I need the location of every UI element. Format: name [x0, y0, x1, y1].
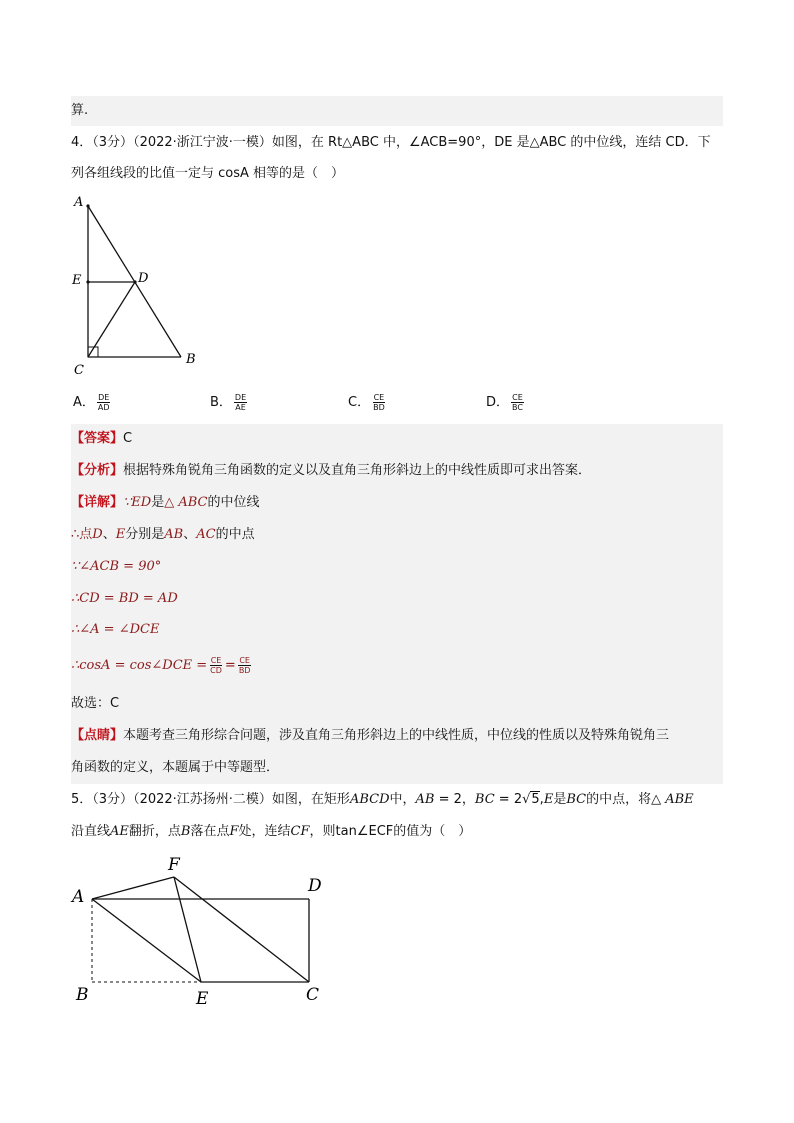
q4-detail-line6: [71, 651, 723, 681]
q4-choose-line: [71, 689, 723, 719]
q4-detail-2i: 的中点: [215, 527, 255, 542]
q4-option-c-den: BD: [373, 403, 385, 412]
q5-l2k: 的值为（ ）: [393, 824, 472, 839]
q4-option-b-den: AE: [235, 403, 246, 412]
previous-solution-fragment: [71, 96, 723, 126]
q4-stem-text2: 列各组线段的比值一定与 cosA 相等的是（ ）: [71, 166, 345, 181]
q4-option-d[interactable]: [486, 388, 526, 418]
q5-l1g: = 2: [494, 792, 523, 807]
q5-l2c: 翻折，点: [128, 824, 181, 839]
q4-choose-value: C: [110, 696, 120, 711]
q5-stem-line1: [71, 785, 723, 815]
q4-detail-6-frac2: [238, 656, 252, 675]
q4-option-b-fraction: [234, 393, 247, 412]
q5-l1d: AB: [415, 792, 435, 807]
q5-l2f: F: [229, 824, 239, 839]
q4-detail-2d: E: [115, 527, 126, 542]
q4-label-C: C: [74, 363, 84, 378]
q5-sqrt-radicand: 5: [531, 792, 540, 807]
q4-answer-tag: 【答案】: [71, 431, 124, 446]
q4-detail-2e: 分别是: [125, 527, 165, 542]
q4-detail-5: ∴∠A = ∠DCE: [71, 622, 160, 637]
q4-label-B: B: [186, 352, 196, 367]
q5-label-F: F: [168, 855, 180, 875]
q5-label-C: C: [306, 985, 320, 1005]
q5-l2d: B: [180, 824, 191, 839]
q4-detail-2a: ∴点: [71, 527, 93, 542]
q4-option-c-fraction: [372, 393, 386, 412]
q4-detail-1a: ∵ED: [123, 495, 152, 510]
q5-rectangle-figure: [66, 850, 346, 1010]
q4-comment-text2: 角函数的定义，本题属于中等题型．: [71, 760, 280, 775]
q4-option-a-num: DE: [98, 393, 110, 402]
q4-detail-line2: [71, 520, 723, 550]
q5-l1n: △ ABE: [651, 792, 694, 807]
q5-stem-line2: [71, 817, 723, 847]
q5-number: 5．: [71, 792, 93, 807]
q4-option-b-key: B．: [210, 395, 232, 410]
fragment-text: 算.: [71, 103, 89, 118]
q5-l1f: BC: [474, 792, 495, 807]
q4-option-a-key: A．: [73, 395, 95, 410]
q4-comment-text1: 本题考查三角形综合问题，涉及直角三角形斜边上的中线性质，中位线的性质以及特殊角锐角三: [123, 728, 670, 743]
q4-option-a[interactable]: [73, 388, 113, 418]
q5-l1i: ,: [539, 792, 544, 807]
q5-label-B: B: [76, 985, 89, 1005]
q5-label-D: D: [308, 876, 322, 896]
q4-answer-value: C: [123, 431, 133, 446]
q4-score: （3分）: [92, 135, 134, 150]
q4-detail-2b: D: [92, 527, 103, 542]
q5-l1a: 如图，在矩形: [271, 792, 350, 807]
q5-l2h: CF: [290, 824, 310, 839]
q5-l1m: 的中点，将: [586, 792, 652, 807]
q4-analysis-line: [71, 456, 723, 486]
q4-option-b-num: DE: [234, 393, 247, 402]
q4-detail-6a: ∴cosA = cos∠DCE =: [71, 658, 208, 673]
q4-option-d-key: D．: [486, 395, 510, 410]
q4-option-c[interactable]: [348, 388, 388, 418]
q4-detail-line1: [71, 488, 723, 518]
q5-l1l: BC: [566, 792, 587, 807]
q4-detail-4: ∴CD = BD = AD: [71, 591, 178, 606]
q4-detail-6-frac2-den: BD: [238, 666, 251, 675]
q4-detail-2h: AC: [196, 527, 216, 542]
q5-l2g: 处，连结: [238, 824, 291, 839]
q4-detail-6-frac1: [209, 656, 223, 675]
q4-comment-line1: [71, 721, 723, 751]
q4-number: 4．: [71, 135, 93, 150]
q4-analysis-tag: 【分析】: [71, 463, 124, 478]
q5-l1k: 是: [553, 792, 567, 807]
q5-label-A: A: [72, 887, 85, 907]
q4-detail-1d: 的中位线: [207, 495, 260, 510]
q5-l1j: E: [543, 792, 554, 807]
q4-label-A: A: [74, 195, 84, 210]
q4-detail-1b: 是: [151, 495, 165, 510]
q4-stem-line1: [71, 128, 723, 158]
q4-option-a-den: AD: [97, 403, 110, 412]
q4-detail-6-frac1-num: CE: [210, 656, 222, 665]
q4-option-d-den: BC: [512, 403, 523, 412]
q4-detail-line3: [71, 552, 723, 582]
q4-label-E: E: [72, 273, 82, 288]
q4-triangle-figure: [66, 190, 206, 380]
q4-detail-6-eq: =: [224, 658, 236, 673]
q4-detail-2c: 、: [102, 527, 116, 542]
q4-choose-prefix: 故选：: [71, 696, 111, 711]
q5-source: （2022·江苏扬州·二模）: [133, 792, 272, 807]
q4-detail-line4: [71, 584, 723, 614]
q4-detail-6-frac1-den: CD: [210, 666, 222, 675]
q4-detail-1c: △ ABC: [164, 495, 208, 510]
q4-analysis-text: 根据特殊角锐角三角函数的定义以及直角三角形斜边上的中线性质即可求出答案．: [123, 463, 592, 478]
q4-option-a-fraction: [97, 393, 111, 412]
q4-answer-line: [71, 424, 723, 454]
q5-score: （3分）: [92, 792, 134, 807]
q5-label-E: E: [196, 989, 209, 1009]
q4-option-d-fraction: [511, 393, 524, 412]
q4-detail-tag: 【详解】: [71, 495, 124, 510]
q4-source: （2022·浙江宁波·一模）: [133, 135, 272, 150]
q5-l2j: tan∠ECF: [335, 824, 394, 839]
q4-comment-tag: 【点睛】: [71, 728, 124, 743]
q5-l2i: ，则: [309, 824, 336, 839]
q5-l2a: 沿直线: [71, 824, 111, 839]
q4-label-D: D: [138, 271, 149, 286]
q4-detail-2f: AB: [164, 527, 184, 542]
q4-detail-2g: 、: [183, 527, 197, 542]
q4-stem-line2: [71, 159, 723, 189]
q4-detail-line5: [71, 615, 723, 645]
q5-sqrt: √5: [522, 792, 540, 807]
q5-l2e: 落在点: [190, 824, 230, 839]
q4-detail-6-frac2-num: CE: [239, 656, 250, 665]
q4-detail-3: ∵∠ACB = 90°: [71, 559, 162, 574]
q4-stem-text1: 如图，在 Rt△ABC 中，∠ACB=90°，DE 是△ABC 的中位线，连结 CD．下: [271, 135, 711, 150]
q4-option-c-key: C．: [348, 395, 371, 410]
q4-option-c-num: CE: [373, 393, 385, 402]
q4-comment-line2: [71, 753, 723, 783]
q4-option-d-num: CE: [512, 393, 523, 402]
q5-l1b: ABCD: [349, 792, 390, 807]
q5-l1c: 中，: [389, 792, 416, 807]
q5-l1e: = 2，: [434, 792, 475, 807]
q5-l2b: AE: [110, 824, 129, 839]
q4-option-b[interactable]: [210, 388, 249, 418]
